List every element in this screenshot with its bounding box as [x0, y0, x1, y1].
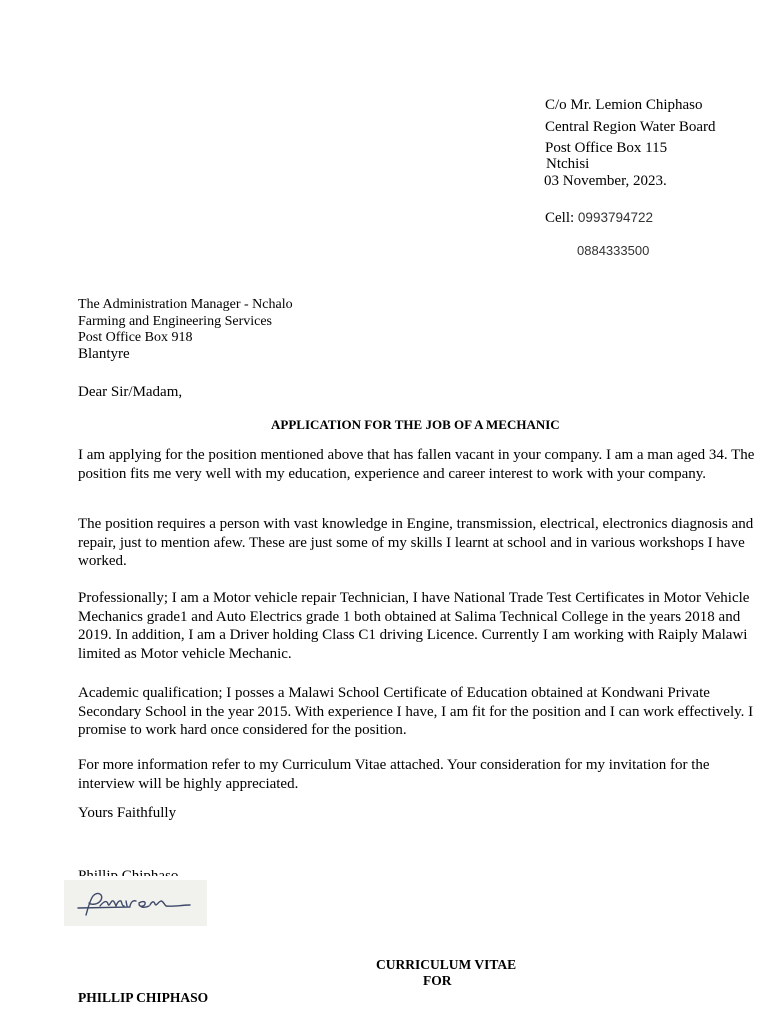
cv-title: CURRICULUM VITAE	[376, 957, 517, 972]
body-paragraph-3: Professionally; I am a Motor vehicle repair Technician, I have National Trade Test Certificates in Motor Vehicle Mechanics grade1 and Auto Electrics grade 1 both obtained at Salima Technical College in the years 2018 and 2019. In addition, I am a Driver holding Class C1 driving Licence. Currently I am working with Raiply Malawi limited as Motor vehicle Mechanic.	[78, 590, 750, 662]
closing: Yours Faithfully	[78, 805, 177, 821]
sender-po-box: Post Office Box 115	[545, 140, 668, 156]
signature-icon	[64, 880, 207, 926]
signature-image	[64, 880, 207, 926]
recipient-city: Blantyre	[78, 346, 130, 362]
letter-date: 03 November, 2023.	[544, 173, 667, 189]
cell-number-1: 0993794722	[577, 210, 654, 225]
body-paragraph-5: For more information refer to my Curriculum Vitae attached. Your consideration for my invitation for the interview will be highly appreciated.	[78, 757, 710, 792]
sender-town: Ntchisi	[546, 156, 590, 172]
sender-organization: Central Region Water Board	[545, 119, 716, 135]
cell-label: Cell:	[545, 210, 575, 226]
body-paragraph-4: Academic qualification; I posses a Malawi School Certificate of Education obtained at Kondwani Private Secondary School in the year 2015. With experience I have, I am fit for the position and I can work effectively. I promise to work hard once considered for the position.	[78, 685, 754, 738]
subject-heading: APPLICATION FOR THE JOB OF A MECHANIC	[271, 417, 560, 432]
body-paragraph-2: The position requires a person with vast knowledge in Engine, transmission, electrical, electronics diagnosis and repair, just to mention afew. These are just some of my skills I learnt at school and in various workshops I have worked.	[78, 516, 754, 569]
cell-number-2: 0884333500	[577, 243, 650, 258]
sender-phone-primary	[545, 210, 653, 226]
cv-for: FOR	[423, 973, 452, 988]
recipient-line-2: Farming and Engineering Services	[78, 314, 273, 329]
body-paragraph-1: I am applying for the position mentioned above that has fallen vacant in your company. I am a man aged 34. The position fits me very well with my education, experience and career interest to work with your company.	[78, 447, 755, 482]
sender-care-of: C/o Mr. Lemion Chiphaso	[545, 97, 703, 113]
salutation: Dear Sir/Madam,	[78, 384, 183, 400]
cv-name: PHILLIP CHIPHASO	[78, 990, 209, 1005]
recipient-line-1: The Administration Manager - Nchalo	[78, 297, 293, 312]
recipient-line-3: Post Office Box 918	[78, 330, 193, 345]
